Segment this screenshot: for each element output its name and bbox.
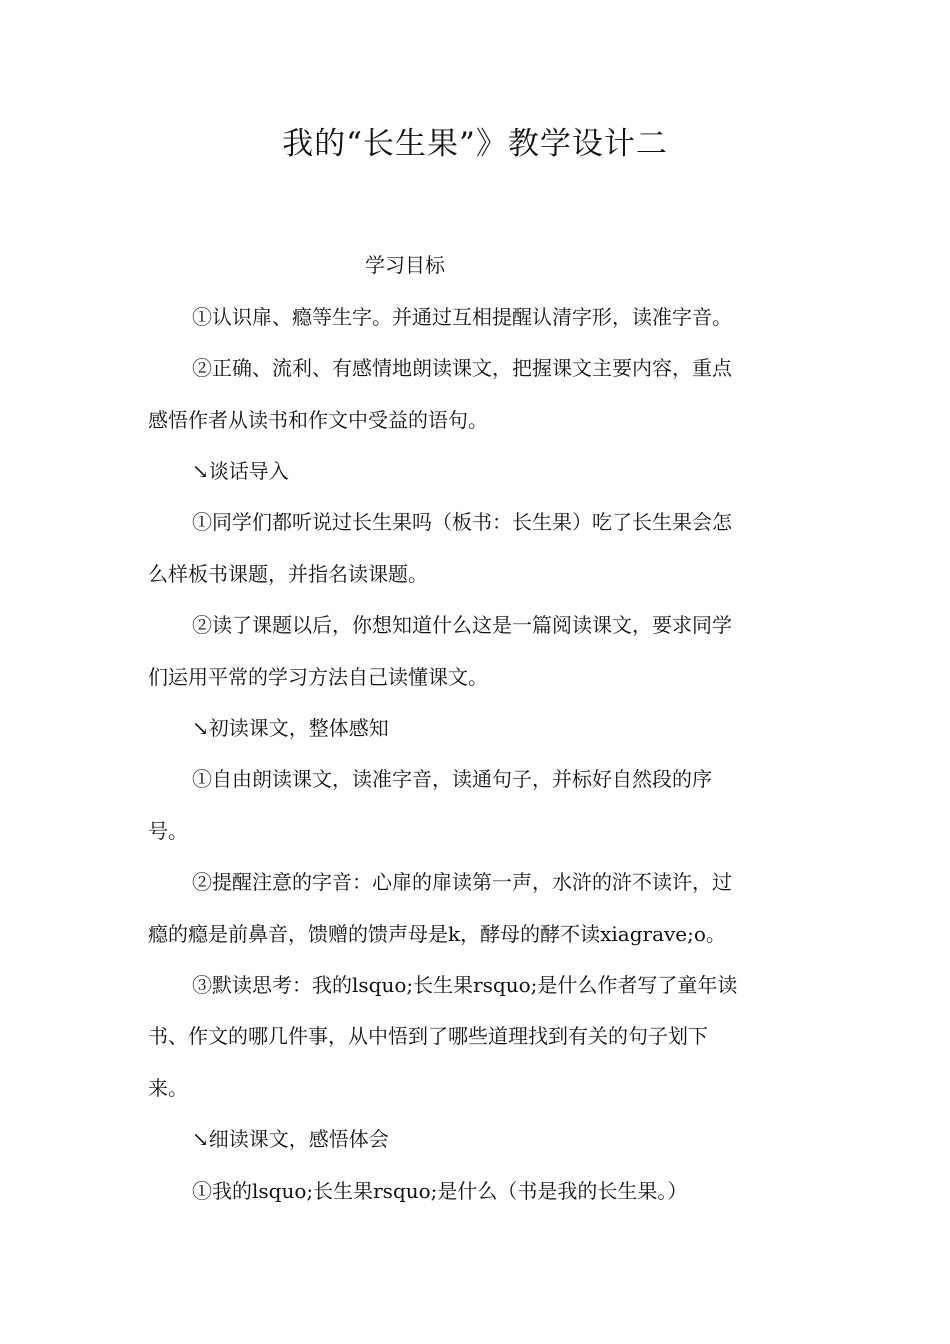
paragraph-line: ①同学们都听说过长生果吗（板书：长生果）吃了长生果会怎 (192, 510, 732, 534)
paragraph-line: ②正确、流利、有感情地朗读课文，把握课文主要内容，重点 (192, 356, 732, 380)
paragraph-line: 感悟作者从读书和作文中受益的语句。 (148, 408, 488, 432)
paragraph-line: 号。 (148, 819, 188, 843)
section-heading: ↘初读课文，整体感知 (192, 716, 389, 740)
section-heading: ↘细读课文，感悟体会 (192, 1127, 389, 1151)
paragraph-line: 瘾的瘾是前鼻音，馈赠的馈声母是k，酵母的酵不读xiagrave;o。 (148, 922, 726, 946)
paragraph-line: ①我的lsquo;长生果rsquo;是什么（书是我的长生果。） (192, 1179, 688, 1203)
paragraph-line: 书、作文的哪几件事，从中悟到了哪些道理找到有关的句子划下 (148, 1024, 708, 1048)
paragraph-line: ①认识扉、瘾等生字。并通过互相提醒认清字形，读准字音。 (192, 305, 732, 329)
paragraph-line: ②提醒注意的字音：心扉的扉读第一声，水浒的浒不读许，过 (192, 870, 732, 894)
paragraph-line: ①自由朗读课文，读准字音，读通句子，并标好自然段的序 (192, 767, 712, 791)
paragraph-line: 们运用平常的学习方法自己读懂课文。 (148, 665, 488, 689)
section-heading-learning-goals: 学习目标 (365, 253, 445, 277)
paragraph-line: 么样板书课题，并指名读课题。 (148, 562, 428, 586)
section-heading: ↘谈话导入 (192, 459, 289, 483)
paragraph-line: ③默读思考：我的lsquo;长生果rsquo;是什么作者写了童年读 (192, 973, 738, 997)
paragraph-line: ②读了课题以后，你想知道什么这是一篇阅读课文，要求同学 (192, 613, 732, 637)
document-title: 我的“长生果”》教学设计二 (282, 126, 668, 162)
paragraph-line: 来。 (148, 1076, 188, 1100)
